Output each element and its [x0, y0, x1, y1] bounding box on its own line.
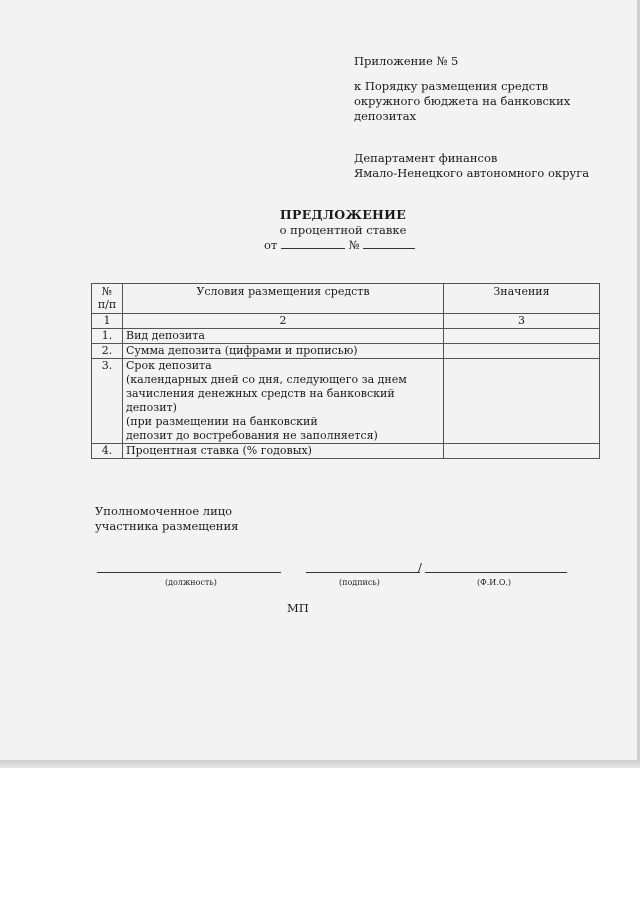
appendix-number: Приложение № 5 [354, 54, 459, 68]
position-caption: (должность) [165, 578, 217, 587]
signature-caption: (подпись) [339, 578, 380, 587]
from-label: от [264, 238, 278, 252]
department-line-1: Департамент финансов [354, 151, 498, 165]
order-line-2: окружного бюджета на банковских [354, 94, 571, 108]
table-row [92, 444, 600, 459]
authorized-person-line-1: Уполномоченное лицо [95, 504, 233, 518]
document-subtitle: о процентной ставке [279, 223, 407, 237]
header-num: № п/п [92, 284, 123, 314]
header-conditions: Условия размещения средств [123, 284, 444, 314]
row-num: 4. [92, 444, 123, 459]
authorized-person-line-2: участника размещения [95, 519, 239, 533]
row-value [444, 329, 600, 344]
conditions-table [91, 283, 600, 459]
table-row [92, 359, 600, 444]
date-blank [281, 238, 345, 249]
name-caption: (Ф.И.О.) [477, 578, 512, 587]
scan-edge [0, 760, 640, 768]
row-condition: Процентная ставка (% годовых) [123, 444, 444, 459]
table-row [92, 329, 600, 344]
table-index-row [92, 314, 600, 329]
position-line [97, 572, 281, 573]
row-value [444, 359, 600, 444]
row-condition: Вид депозита [123, 329, 444, 344]
document-title: ПРЕДЛОЖЕНИЕ [279, 207, 407, 222]
number-blank [363, 238, 415, 249]
index-cell-1: 1 [92, 314, 123, 329]
order-line-3: депозитах [354, 109, 417, 123]
date-number-line [264, 238, 415, 253]
row-condition: Сумма депозита (цифрами и прописью) [123, 344, 444, 359]
row-num: 3. [92, 359, 123, 444]
row-value [444, 444, 600, 459]
signature-separator: / [418, 560, 422, 574]
row-condition: Срок депозита (календарных дней со дня, следующего за днем зачисления денежных средств на банковский депозит) (при размещении на банковский депозит до востребования не заполняется) [123, 359, 444, 444]
order-line-1: к Порядку размещения средств [354, 79, 549, 93]
index-cell-3: 3 [444, 314, 600, 329]
row-value [444, 344, 600, 359]
table-header-row [92, 284, 600, 314]
name-line [425, 572, 567, 573]
row-num: 2. [92, 344, 123, 359]
table-row [92, 344, 600, 359]
stamp-place: МП [287, 601, 309, 615]
number-label: № [348, 238, 360, 252]
index-cell-2: 2 [123, 314, 444, 329]
department-line-2: Ямало-Ненецкого автономного округа [354, 166, 590, 180]
signature-line [306, 572, 420, 573]
row-num: 1. [92, 329, 123, 344]
header-values: Значения [444, 284, 600, 314]
